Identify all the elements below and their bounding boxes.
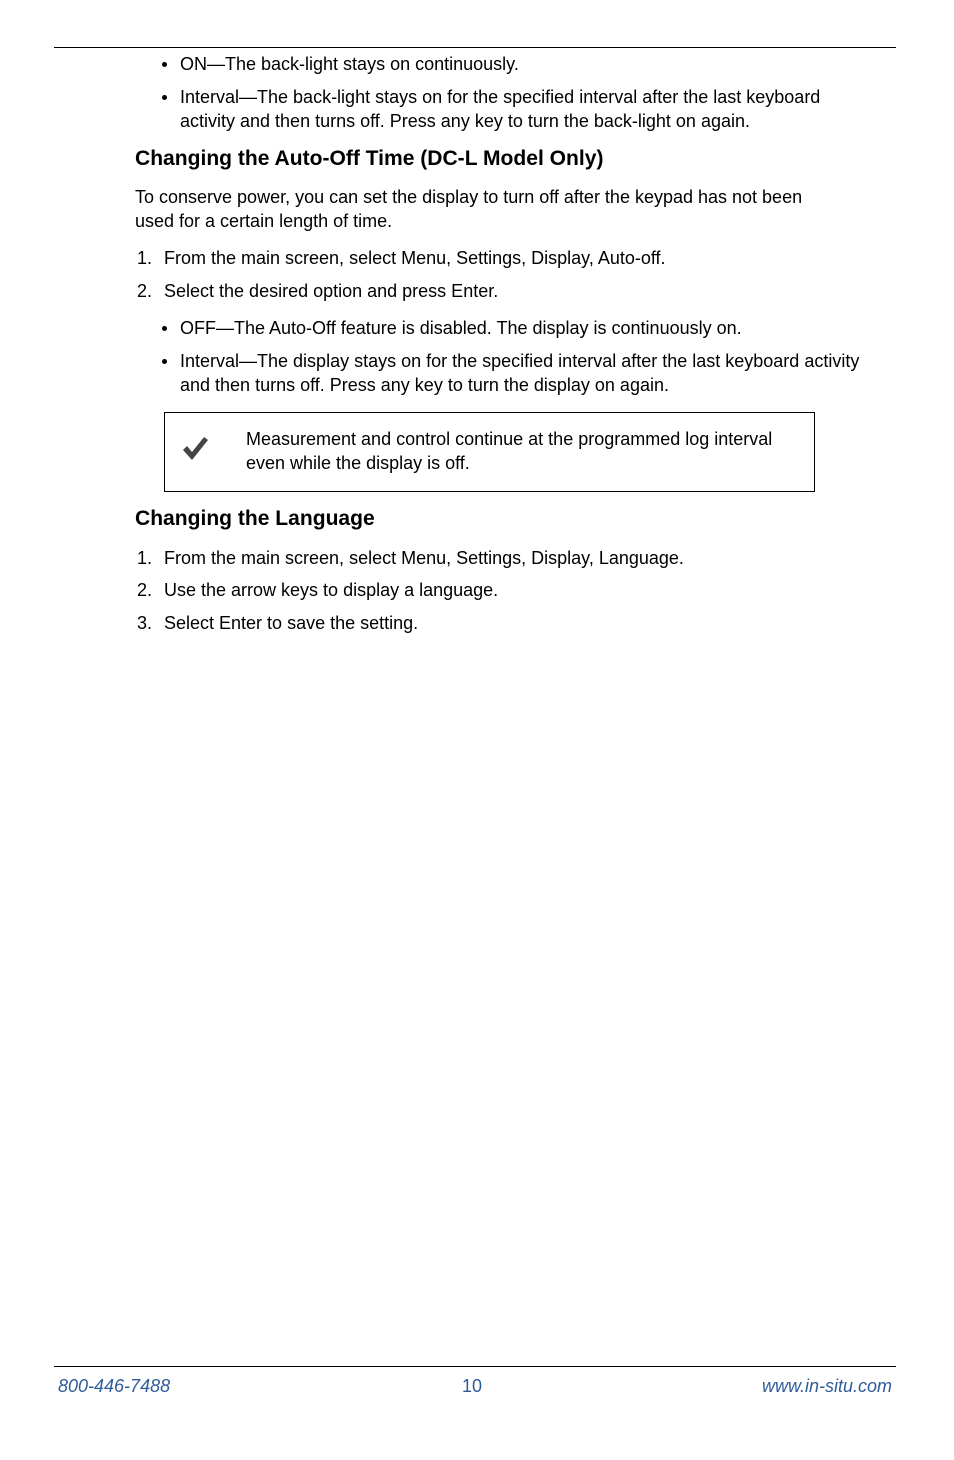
step-number: 2. <box>137 281 153 301</box>
checkmark-icon <box>181 435 209 463</box>
note-box <box>164 412 815 492</box>
step-number: 1. <box>137 248 153 268</box>
heading-language: Changing the Language <box>135 507 375 530</box>
language-step-1 <box>137 546 857 570</box>
heading-auto-off: Changing the Auto-Off Time (DC-L Model Only) <box>135 147 604 170</box>
step-text: Select Enter to save the setting. <box>164 613 419 633</box>
auto-off-step-1 <box>137 246 857 270</box>
auto-off-intro: To conserve power, you can set the display to turn off after the keypad has not been used for a certain length of time. <box>135 187 803 231</box>
step-text: From the main screen, select Menu, Settings, Display, Language. <box>164 548 684 568</box>
footer-page-number: 10 <box>462 1376 483 1396</box>
footer-phone: 800-446-7488 <box>58 1376 171 1396</box>
bullet-auto-off-interval: Interval—The display stays on for the specified interval after the last keyboard activity and then turns off. Press any key to turn the display on again. <box>180 351 860 395</box>
bullet-backlight-on: ON—The back-light stays on continuously. <box>180 52 860 76</box>
header-rule <box>54 47 896 48</box>
step-text: Use the arrow keys to display a language. <box>164 580 499 600</box>
bullet-backlight-interval: Interval—The back-light stays on for the specified interval after the last keyboard activity and then turns off. Press any key to turn the back-light on again. <box>180 85 860 133</box>
note-text: Measurement and control continue at the programmed log interval even while the display is off. <box>246 429 773 473</box>
language-step-2 <box>137 578 857 602</box>
auto-off-step-2 <box>137 279 857 303</box>
bullet-auto-off-off: OFF—The Auto-Off feature is disabled. The display is continuously on. <box>180 316 860 340</box>
step-number: 3. <box>137 613 153 633</box>
footer-website-link[interactable]: www.in-situ.com <box>761 1376 892 1396</box>
language-step-3 <box>137 611 857 635</box>
footer-rule <box>54 1366 896 1367</box>
step-text: From the main screen, select Menu, Settings, Display, Auto-off. <box>164 248 666 268</box>
step-text: Select the desired option and press Enter. <box>164 281 499 301</box>
step-number: 2. <box>137 580 153 600</box>
step-number: 1. <box>137 548 153 568</box>
